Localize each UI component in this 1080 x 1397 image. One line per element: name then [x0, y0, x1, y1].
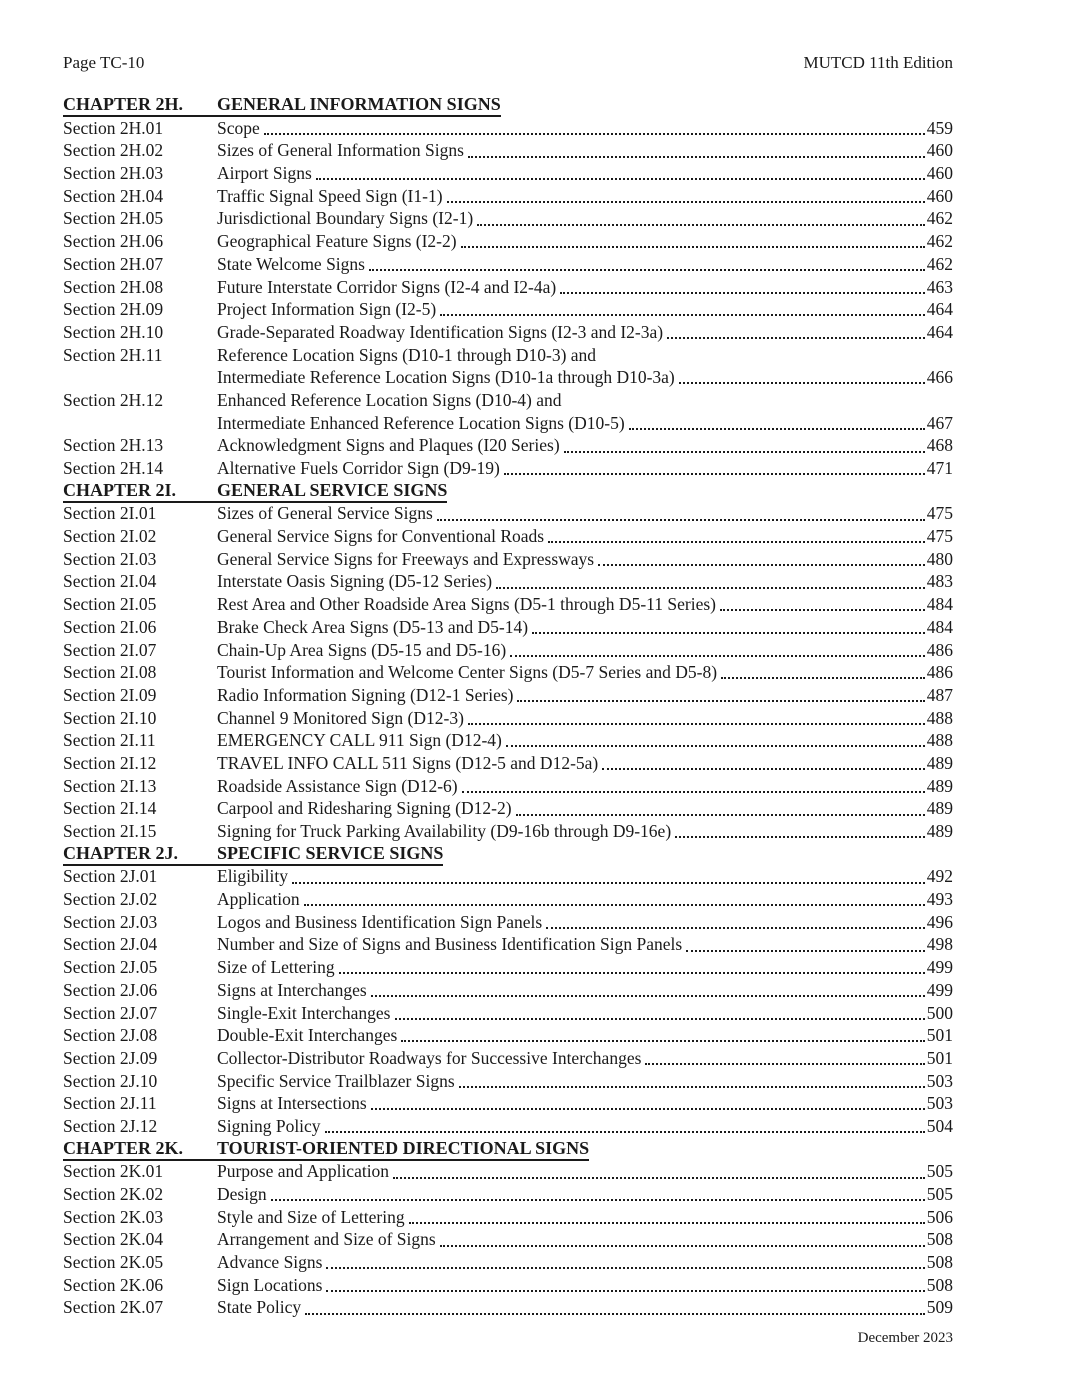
page-number: 503 — [926, 1070, 953, 1091]
dot-leader — [264, 117, 925, 135]
page-number: 488 — [926, 707, 953, 728]
section-label: Section 2J.06 — [63, 979, 158, 1000]
chapter-label: CHAPTER 2K. — [63, 1137, 184, 1158]
section-title: Channel 9 Monitored Sign (D12-3) — [217, 707, 464, 728]
section-label: Section 2H.01 — [63, 117, 164, 138]
section-title: Intermediate Reference Location Signs (D10-1a through D10-3a) — [217, 367, 675, 388]
section-label: Section 2J.07 — [63, 1002, 158, 1023]
page-number: 504 — [926, 1115, 953, 1136]
dot-leader — [326, 1274, 924, 1292]
dot-leader — [459, 1070, 925, 1088]
dot-leader — [721, 661, 925, 679]
toc-section-row — [63, 729, 953, 752]
page-number: 464 — [926, 299, 953, 320]
section-label: Section 2H.10 — [63, 321, 164, 342]
toc-section-row — [63, 548, 953, 571]
dot-leader — [504, 457, 925, 475]
section-title: Grade-Separated Roadway Identification Signs (I2-3 and I2-3a) — [217, 321, 664, 342]
section-label: Section 2I.06 — [63, 616, 157, 637]
dot-leader — [369, 253, 925, 271]
section-label: Section 2I.09 — [63, 684, 157, 705]
chapter-title: GENERAL SERVICE SIGNS — [217, 479, 448, 500]
section-title: Roadside Assistance Sign (D12-6) — [217, 775, 458, 796]
toc-section-row — [63, 1092, 953, 1115]
section-title: State Policy — [217, 1297, 302, 1318]
toc-section-row — [63, 298, 953, 321]
page-number: 467 — [926, 412, 953, 433]
dot-leader — [686, 933, 925, 951]
dot-leader — [371, 1092, 925, 1110]
page-number: 460 — [926, 163, 953, 184]
section-title: Future Interstate Corridor Signs (I2-4 and I2-4a) — [217, 276, 557, 297]
dot-leader — [447, 185, 925, 203]
toc-section-row — [63, 684, 953, 707]
section-label: Section 2I.13 — [63, 775, 157, 796]
page-number: 475 — [926, 503, 953, 524]
section-label: Section 2K.05 — [63, 1252, 164, 1273]
toc-section-row — [63, 707, 953, 730]
section-label: Section 2H.13 — [63, 435, 164, 456]
chapter-label: CHAPTER 2I. — [63, 479, 177, 500]
section-label: Section 2H.06 — [63, 231, 164, 252]
section-title: Arrangement and Size of Signs — [217, 1229, 436, 1250]
page-number: 463 — [926, 276, 953, 297]
page-number: 462 — [926, 208, 953, 229]
section-title: Reference Location Signs (D10-1 through D10-3) and — [217, 344, 597, 365]
dot-leader — [602, 752, 925, 770]
dot-leader — [316, 162, 925, 180]
section-title: Specific Service Trailblazer Signs — [217, 1070, 455, 1091]
toc-section-row — [63, 434, 953, 457]
toc-section-row — [63, 117, 953, 140]
section-title: Signing for Truck Parking Availability (D9-16b through D9-16e) — [217, 821, 672, 841]
toc-section-row — [63, 366, 953, 389]
section-label: Section 2H.03 — [63, 163, 164, 184]
dot-leader — [645, 1047, 924, 1065]
section-title: Eligibility — [217, 866, 288, 887]
dot-leader — [271, 1183, 925, 1201]
section-title: Logos and Business Identification Sign Panels — [217, 911, 543, 932]
dot-leader — [667, 321, 925, 339]
section-title: Traffic Signal Speed Sign (I1-1) — [217, 185, 443, 206]
page-number: 496 — [926, 911, 953, 932]
toc-section-row — [63, 207, 953, 230]
dot-leader — [546, 911, 925, 929]
section-label: Section 2K.03 — [63, 1206, 164, 1227]
dot-leader — [548, 525, 925, 543]
section-title: Purpose and Application — [217, 1161, 390, 1182]
section-title: Radio Information Signing (D12-1 Series) — [217, 684, 514, 705]
page-header — [63, 52, 953, 74]
page-number: 505 — [926, 1161, 953, 1182]
document-page — [63, 0, 953, 1319]
dot-leader — [440, 1228, 925, 1246]
chapter-heading — [63, 95, 501, 117]
table-of-contents — [63, 94, 953, 1319]
dot-leader — [440, 298, 925, 316]
dot-leader — [305, 1296, 925, 1314]
dot-leader — [409, 1206, 925, 1224]
toc-section-row — [63, 162, 953, 185]
toc-section-row — [63, 911, 953, 934]
chapter-heading — [63, 481, 447, 503]
section-title: Carpool and Ridesharing Signing (D12-2) — [217, 798, 512, 819]
section-label: Section 2J.02 — [63, 889, 158, 910]
toc-section-row — [63, 389, 953, 412]
toc-section-row — [63, 1002, 953, 1025]
dot-leader — [496, 570, 925, 588]
dot-leader — [477, 207, 925, 225]
section-title: General Service Signs for Conventional Roads — [217, 526, 545, 547]
section-label: Section 2I.07 — [63, 639, 157, 660]
toc-section-row — [63, 661, 953, 684]
page-number: 508 — [926, 1229, 953, 1250]
toc-section-row — [63, 775, 953, 798]
toc-section-row — [63, 457, 953, 480]
section-label: Section 2I.11 — [63, 730, 156, 751]
page-number: 508 — [926, 1274, 953, 1295]
toc-section-row — [63, 412, 953, 435]
page-number: 460 — [926, 185, 953, 206]
dot-leader — [393, 1160, 925, 1178]
dot-leader — [598, 548, 925, 566]
dot-leader — [564, 434, 925, 452]
section-label: Section 2H.05 — [63, 208, 164, 229]
section-title: Jurisdictional Boundary Signs (I2-1) — [217, 208, 474, 229]
page-number: 464 — [926, 321, 953, 342]
toc-section-row — [63, 933, 953, 956]
section-title: General Service Signs for Freeways and Expressways — [217, 548, 595, 569]
section-label: Section 2K.06 — [63, 1274, 164, 1295]
toc-section-row — [63, 525, 953, 548]
toc-section-row — [63, 1228, 953, 1251]
section-label: Section 2I.04 — [63, 571, 157, 592]
toc-section-row — [63, 1206, 953, 1229]
toc-section-row — [63, 956, 953, 979]
section-label: Section 2J.10 — [63, 1070, 158, 1091]
section-title: Acknowledgment Signs and Plaques (I20 Series) — [217, 435, 560, 456]
dot-leader — [517, 684, 924, 702]
section-title: Collector-Distributor Roadways for Successive Interchanges — [217, 1047, 642, 1068]
page-number: 480 — [926, 548, 953, 569]
dot-leader — [675, 820, 925, 838]
section-title: Geographical Feature Signs (I2-2) — [217, 231, 457, 252]
dot-leader — [339, 956, 925, 974]
section-label: Section 2K.01 — [63, 1161, 164, 1182]
toc-section-row — [63, 230, 953, 253]
section-label: Section 2H.07 — [63, 253, 164, 274]
section-title: TRAVEL INFO CALL 511 Signs (D12-5 and D12-5a) — [217, 752, 599, 773]
toc-section-row — [63, 502, 953, 525]
page-footer-date: December 2023 — [857, 1330, 953, 1346]
toc-section-row — [63, 253, 953, 276]
page-number: 462 — [926, 253, 953, 274]
toc-section-row — [63, 1251, 953, 1274]
dot-leader — [679, 366, 925, 384]
chapter-row — [63, 1138, 953, 1161]
toc-section-row — [63, 276, 953, 299]
toc-section-row — [63, 1070, 953, 1093]
dot-leader — [516, 797, 925, 815]
section-title: Double-Exit Interchanges — [217, 1025, 398, 1046]
section-label: Section 2J.01 — [63, 866, 158, 887]
section-title: Intermediate Enhanced Reference Location Signs (D10-5) — [217, 412, 625, 433]
section-label: Section 2I.14 — [63, 798, 157, 819]
section-title: Number and Size of Signs and Business Identification Sign Panels — [217, 934, 683, 955]
page-number: 503 — [926, 1093, 953, 1114]
section-title: Project Information Sign (I2-5) — [217, 299, 437, 320]
section-title: Signs at Intersections — [217, 1093, 367, 1114]
dot-leader — [462, 775, 925, 793]
page-number: 462 — [926, 231, 953, 252]
section-label: Section 2J.09 — [63, 1047, 158, 1068]
toc-section-row — [63, 865, 953, 888]
page-number: 500 — [926, 1002, 953, 1023]
section-label: Section 2H.14 — [63, 458, 164, 478]
page-number: 487 — [926, 684, 953, 705]
section-title: Signs at Interchanges — [217, 979, 367, 1000]
toc-section-row — [63, 797, 953, 820]
toc-section-row — [63, 593, 953, 616]
chapter-row — [63, 843, 953, 866]
section-label: Section 2K.04 — [63, 1229, 164, 1250]
section-label: Section 2I.12 — [63, 752, 157, 773]
chapter-heading — [63, 844, 443, 866]
section-label: Section 2I.01 — [63, 503, 157, 524]
page-number: 466 — [926, 367, 953, 388]
chapter-title: TOURIST-ORIENTED DIRECTIONAL SIGNS — [217, 1137, 590, 1158]
dot-leader — [292, 865, 925, 883]
section-label: Section 2J.11 — [63, 1093, 157, 1114]
section-label: Section 2I.08 — [63, 662, 157, 683]
page-number: 489 — [926, 798, 953, 819]
dot-leader — [468, 139, 925, 157]
page-number: 489 — [926, 775, 953, 796]
toc-section-row — [63, 1024, 953, 1047]
toc-section-row — [63, 1296, 953, 1319]
section-label: Section 2I.05 — [63, 594, 157, 615]
dot-leader — [437, 502, 925, 520]
dot-leader — [401, 1024, 924, 1042]
page-number: 506 — [926, 1206, 953, 1227]
page-number: 492 — [926, 866, 953, 887]
dot-leader — [560, 276, 925, 294]
page-number: 499 — [926, 979, 953, 1000]
section-title: Chain-Up Area Signs (D5-15 and D5-16) — [217, 639, 507, 660]
toc-section-row — [63, 1274, 953, 1297]
section-label: Section 2H.02 — [63, 140, 164, 161]
chapter-title: SPECIFIC SERVICE SIGNS — [217, 842, 444, 863]
section-title: Sign Locations — [217, 1274, 323, 1295]
section-label: Section 2H.12 — [63, 389, 164, 410]
toc-section-row — [63, 820, 953, 843]
section-label: Section 2H.11 — [63, 344, 163, 365]
page-number: 493 — [926, 889, 953, 910]
section-title: Style and Size of Lettering — [217, 1206, 405, 1227]
toc-section-row — [63, 888, 953, 911]
section-label: Section 2J.08 — [63, 1025, 158, 1046]
dot-leader — [371, 979, 925, 997]
section-title: Sizes of General Information Signs — [217, 140, 464, 161]
toc-section-row — [63, 344, 953, 367]
page-number: 460 — [926, 140, 953, 161]
page-number: 471 — [926, 458, 953, 478]
page-number: 459 — [926, 117, 953, 138]
page-number: 484 — [926, 594, 953, 615]
page-number: 489 — [926, 821, 953, 841]
section-label: Section 2J.04 — [63, 934, 158, 955]
chapter-label: CHAPTER 2H. — [63, 94, 184, 114]
section-title: Design — [217, 1184, 267, 1204]
section-label: Section 2H.09 — [63, 299, 164, 320]
page-number: 483 — [926, 571, 953, 592]
chapter-heading — [63, 1139, 589, 1161]
section-title: EMERGENCY CALL 911 Sign (D12-4) — [217, 730, 502, 751]
chapter-row — [63, 94, 953, 117]
page-number: 486 — [926, 662, 953, 683]
section-title: Interstate Oasis Signing (D5-12 Series) — [217, 571, 493, 592]
page-number: 499 — [926, 957, 953, 978]
page-number: 489 — [926, 752, 953, 773]
toc-section-row — [63, 616, 953, 639]
section-title: Tourist Information and Welcome Center Signs (D5-7 Series and D5-8) — [217, 662, 718, 683]
section-title: Advance Signs — [217, 1252, 323, 1273]
dot-leader — [326, 1251, 924, 1269]
toc-section-row — [63, 185, 953, 208]
header-page-label: Page TC-10 — [63, 53, 145, 72]
chapter-title: GENERAL INFORMATION SIGNS — [217, 94, 501, 114]
page-number: 508 — [926, 1252, 953, 1273]
dot-leader — [510, 639, 925, 657]
section-title: Rest Area and Other Roadside Area Signs (D5-1 through D5-11 Series) — [217, 594, 716, 615]
page-number: 501 — [926, 1047, 953, 1068]
toc-section-row — [63, 1183, 953, 1206]
section-label: Section 2H.08 — [63, 276, 164, 297]
page-number: 505 — [926, 1184, 953, 1204]
section-title: Sizes of General Service Signs — [217, 503, 433, 524]
section-label: Section 2J.12 — [63, 1115, 158, 1136]
section-label: Section 2I.03 — [63, 548, 157, 569]
section-label: Section 2J.03 — [63, 911, 158, 932]
toc-section-row — [63, 639, 953, 662]
dot-leader — [629, 412, 925, 430]
section-label — [63, 412, 217, 435]
section-title: Alternative Fuels Corridor Sign (D9-19) — [217, 458, 500, 478]
page-number: 484 — [926, 616, 953, 637]
toc-section-row — [63, 1115, 953, 1138]
section-title: Size of Lettering — [217, 957, 335, 978]
section-title: Application — [217, 889, 300, 910]
section-title: Scope — [217, 117, 260, 138]
toc-section-row — [63, 1047, 953, 1070]
section-label: Section 2I.10 — [63, 707, 157, 728]
section-label — [63, 366, 217, 389]
header-edition-label: MUTCD 11th Edition — [803, 53, 953, 72]
dot-leader — [468, 707, 925, 725]
page-number: 501 — [926, 1025, 953, 1046]
section-title: Brake Check Area Signs (D5-13 and D5-14) — [217, 616, 529, 637]
toc-section-row — [63, 979, 953, 1002]
dot-leader — [720, 593, 925, 611]
section-title: State Welcome Signs — [217, 253, 365, 274]
page-number: 475 — [926, 526, 953, 547]
section-title: Airport Signs — [217, 163, 312, 184]
toc-section-row — [63, 570, 953, 593]
section-label: Section 2J.05 — [63, 957, 158, 978]
section-title: Enhanced Reference Location Signs (D10-4) and — [217, 389, 562, 410]
toc-section-row — [63, 752, 953, 775]
chapter-label: CHAPTER 2J. — [63, 842, 179, 863]
dot-leader — [506, 729, 925, 747]
section-label: Section 2I.15 — [63, 821, 157, 841]
dot-leader — [325, 1115, 925, 1133]
dot-leader — [304, 888, 925, 906]
page-number: 498 — [926, 934, 953, 955]
dot-leader — [532, 616, 925, 634]
section-label: Section 2K.02 — [63, 1184, 164, 1204]
page-number: 488 — [926, 730, 953, 751]
section-label: Section 2H.04 — [63, 185, 164, 206]
toc-section-row — [63, 1160, 953, 1183]
section-title: Signing Policy — [217, 1115, 321, 1136]
section-label: Section 2I.02 — [63, 526, 157, 547]
section-label: Section 2K.07 — [63, 1297, 164, 1318]
chapter-row — [63, 480, 953, 503]
page-number: 509 — [926, 1297, 953, 1318]
section-title: Single-Exit Interchanges — [217, 1002, 391, 1023]
toc-section-row — [63, 321, 953, 344]
dot-leader — [461, 230, 925, 248]
toc-section-row — [63, 139, 953, 162]
page-number: 468 — [926, 435, 953, 456]
dot-leader — [395, 1002, 925, 1020]
page-number: 486 — [926, 639, 953, 660]
